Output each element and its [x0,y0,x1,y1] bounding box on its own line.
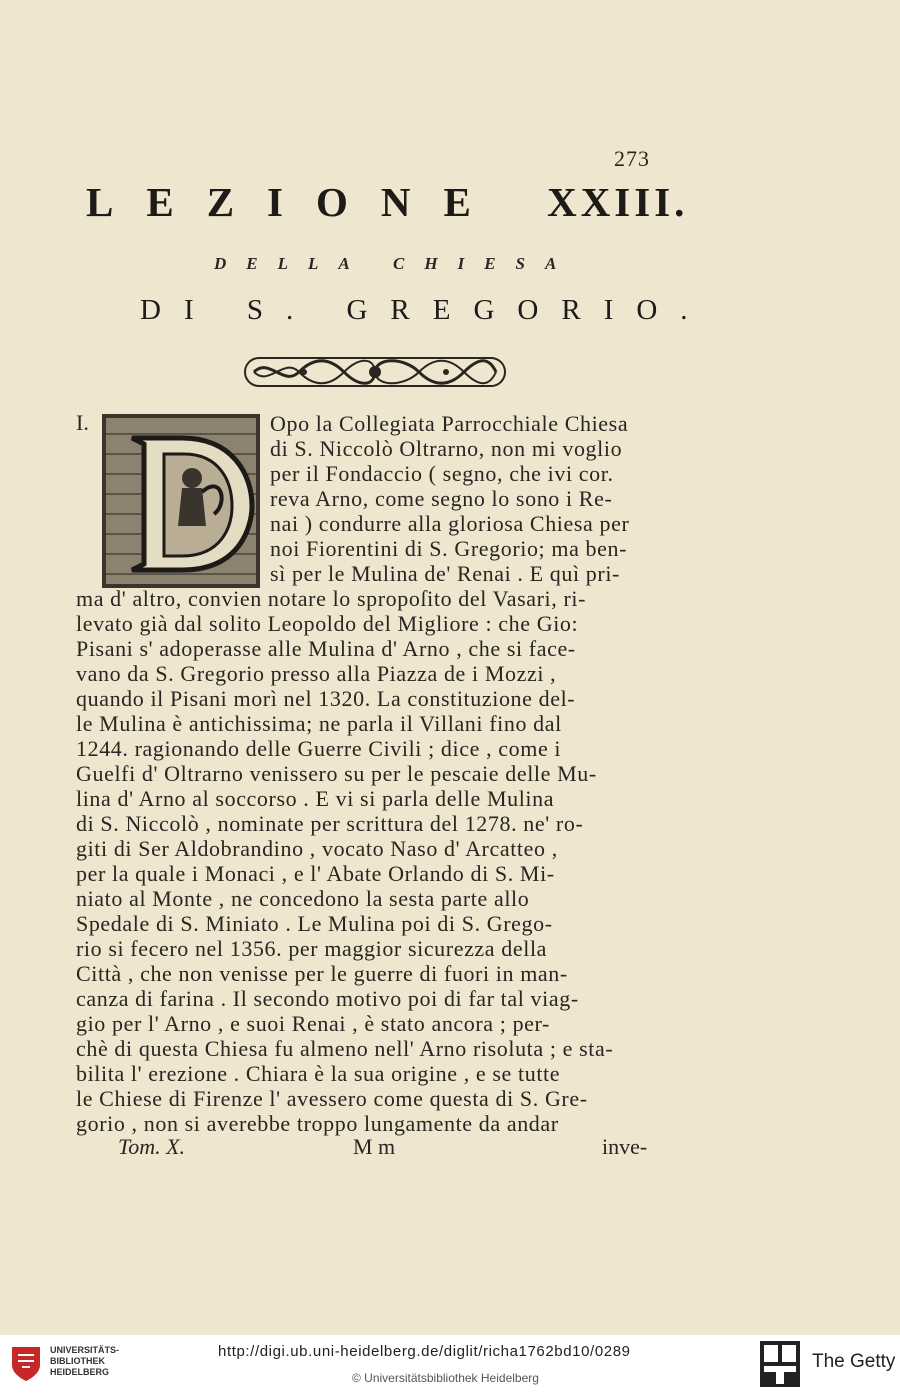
text-line: gio per l' Arno , e suoi Renai , è stato ancora ; per- [76,1011,550,1036]
text-line: Città , che non venisse per le guerre di fuori in man- [76,961,568,986]
text-line: Guelfi d' Oltrarno venissero su per le pescaie delle Mu- [76,761,597,786]
text-line: quando il Pisani morì nel 1320. La constituzione del- [76,686,576,711]
text-line: ma d' altro, convien notare lo spropoſito del Vasari, ri- [76,586,587,611]
text-line: 1244. ragionando delle Guerre Civili ; dice , come i [76,736,562,761]
copyright-notice: © Universitätsbibliothek Heidelberg [352,1371,539,1385]
decorated-initial-d [102,414,260,588]
text-line: vano da S. Gregorio presso alla Piazza de i Mozzi , [76,661,557,686]
text-line: noi Fiorentini di S. Gregorio; ma ben- [270,536,628,561]
text-line: chè di questa Chiesa fu almeno nell' Arno risoluta ; e sta- [76,1036,614,1061]
getty-logo-icon [760,1341,800,1387]
chapter-title-numeral: XXIII. [547,179,689,225]
chapter-title [86,178,696,226]
text-line: nai ) condurre alla gloriosa Chiesa per [270,511,630,536]
university-line: HEIDELBERG [50,1367,110,1377]
text-line: niato al Monte , ne concedono la sesta parte allo [76,886,530,911]
text-line: le Chiese di Firenze l' avessero come questa di S. Gre- [76,1086,588,1111]
viewer-footer-bar [0,1335,900,1393]
text-line: canza di farina . Il secondo motivo poi di far tal viag- [76,986,579,1011]
text-line: Spedale di S. Miniato . Le Mulina poi di S. Grego- [76,911,553,936]
decorative-ornament [244,352,506,392]
section-number: I. [76,410,89,435]
text-line: di S. Niccolò , nominate per scrittura del 1278. ne' ro- [76,811,584,836]
page-number: 273 [614,146,650,171]
text-line: le Mulina è antichissima; ne parla il Villani fino dal [76,711,562,736]
text-line: Opo la Collegiata Parrocchiale Chiesa [270,411,629,436]
text-line: levato già dal solito Leopoldo del Migliore : che Gio: [76,611,579,636]
text-line: per la quale i Monaci , e l' Abate Orlando di S. Mi- [76,861,555,886]
chapter-subtitle-1: DELLA CHIESA [214,254,577,273]
text-line: giti di Ser Aldobrandino , vocato Naso d' Arcatteo , [76,836,558,861]
chapter-title-word: LEZIONE [86,179,504,225]
footer-volume: Tom. X. [118,1134,186,1159]
text-line: Pisani s' adoperasse alle Mulina d' Arno , che si face- [76,636,576,661]
university-library-name [50,1345,119,1378]
footer-catchword: inve- [602,1134,648,1159]
university-line: UNIVERSITÄTS- [50,1345,120,1355]
text-line: gorio , non si averebbe troppo lungamente da andar [76,1111,559,1136]
text-line: rio si fecero nel 1356. per maggior sicurezza della [76,936,548,961]
footer-signature: M m [353,1134,396,1159]
permalink-url[interactable]: http://digi.ub.uni-heidelberg.de/diglit/richa1762bd10/0289 [218,1343,631,1360]
text-line: bilita l' erezione . Chiara è la sua origine , e se tutte [76,1061,561,1086]
chapter-subtitle-2: DI S. GREGORIO. [140,294,711,326]
university-seal-icon [8,1343,44,1383]
text-line: reva Arno, come segno lo sono i Re- [270,486,613,511]
text-line: di S. Niccolò Oltrarno, non mi voglio [270,436,623,461]
getty-label: The Getty [812,1351,896,1372]
text-line: per il Fondaccio ( segno, che ivi cor. [270,461,614,486]
text-line: sì per le Mulina de' Renai . E quì pri- [270,561,620,586]
text-line: lina d' Arno al soccorso . E vi si parla delle Mulina [76,786,555,811]
university-line: BIBLIOTHEK [50,1356,105,1366]
